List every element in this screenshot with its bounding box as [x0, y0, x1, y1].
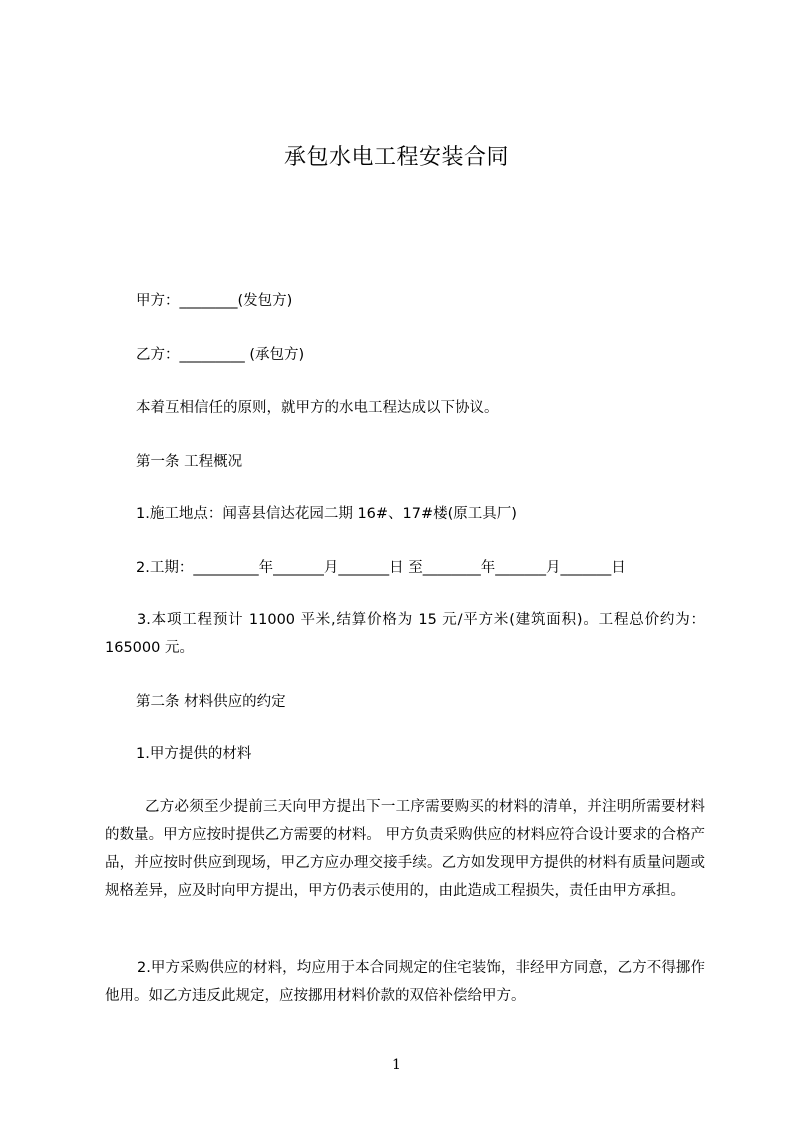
party-b-line: 乙方：_________ (承包方): [136, 347, 305, 363]
party-a-line: 甲方：________(发包方): [136, 293, 293, 309]
intro-paragraph: 本着互相信任的原则，就甲方的水电工程达成以下协议。: [136, 400, 499, 416]
article-1-item-3: 3.本项工程预计 11000 平米,结算价格为 15 元/平方米(建筑面积)。工程总价约为：165000 元。: [105, 612, 705, 656]
article-2-heading: 第二条 材料供应的约定: [136, 694, 286, 710]
page-number: 1: [392, 1057, 401, 1073]
article-2-item-1-body: 乙方必须至少提前三天向甲方提出下一工序需要购买的材料的清单，并注明所需要材料的数量。甲方应按时提供乙方需要的材料。 甲方负责采购供应的材料应符合设计要求的合格产品，并应按时供应到现场，甲乙方应办理交接手续。乙方如发现甲方提供的材料有质量问题或规格差异，应及时向甲方提出，甲方仍表示使用的，由此造成工程损失，责任由甲方承担。: [105, 799, 705, 899]
article-2-item-2-body: 2.甲方采购供应的材料，均应用于本合同规定的住宅装饰，非经甲方同意，乙方不得挪作他用。如乙方违反此规定，应按挪用材料价款的双倍补偿给甲方。: [105, 960, 705, 1004]
article-2-item-1-heading: 1.甲方提供的材料: [136, 746, 252, 762]
page-title: 承包水电工程安装合同: [283, 145, 509, 170]
article-1-item-1: 1.施工地点：闻喜县信达花园二期 16#、17#楼(原工具厂): [136, 506, 517, 522]
article-1-heading: 第一条 工程概况: [136, 454, 243, 470]
article-1-item-2: 2.工期：_________年_______月_______日 至________年_______月_______日: [136, 560, 626, 576]
